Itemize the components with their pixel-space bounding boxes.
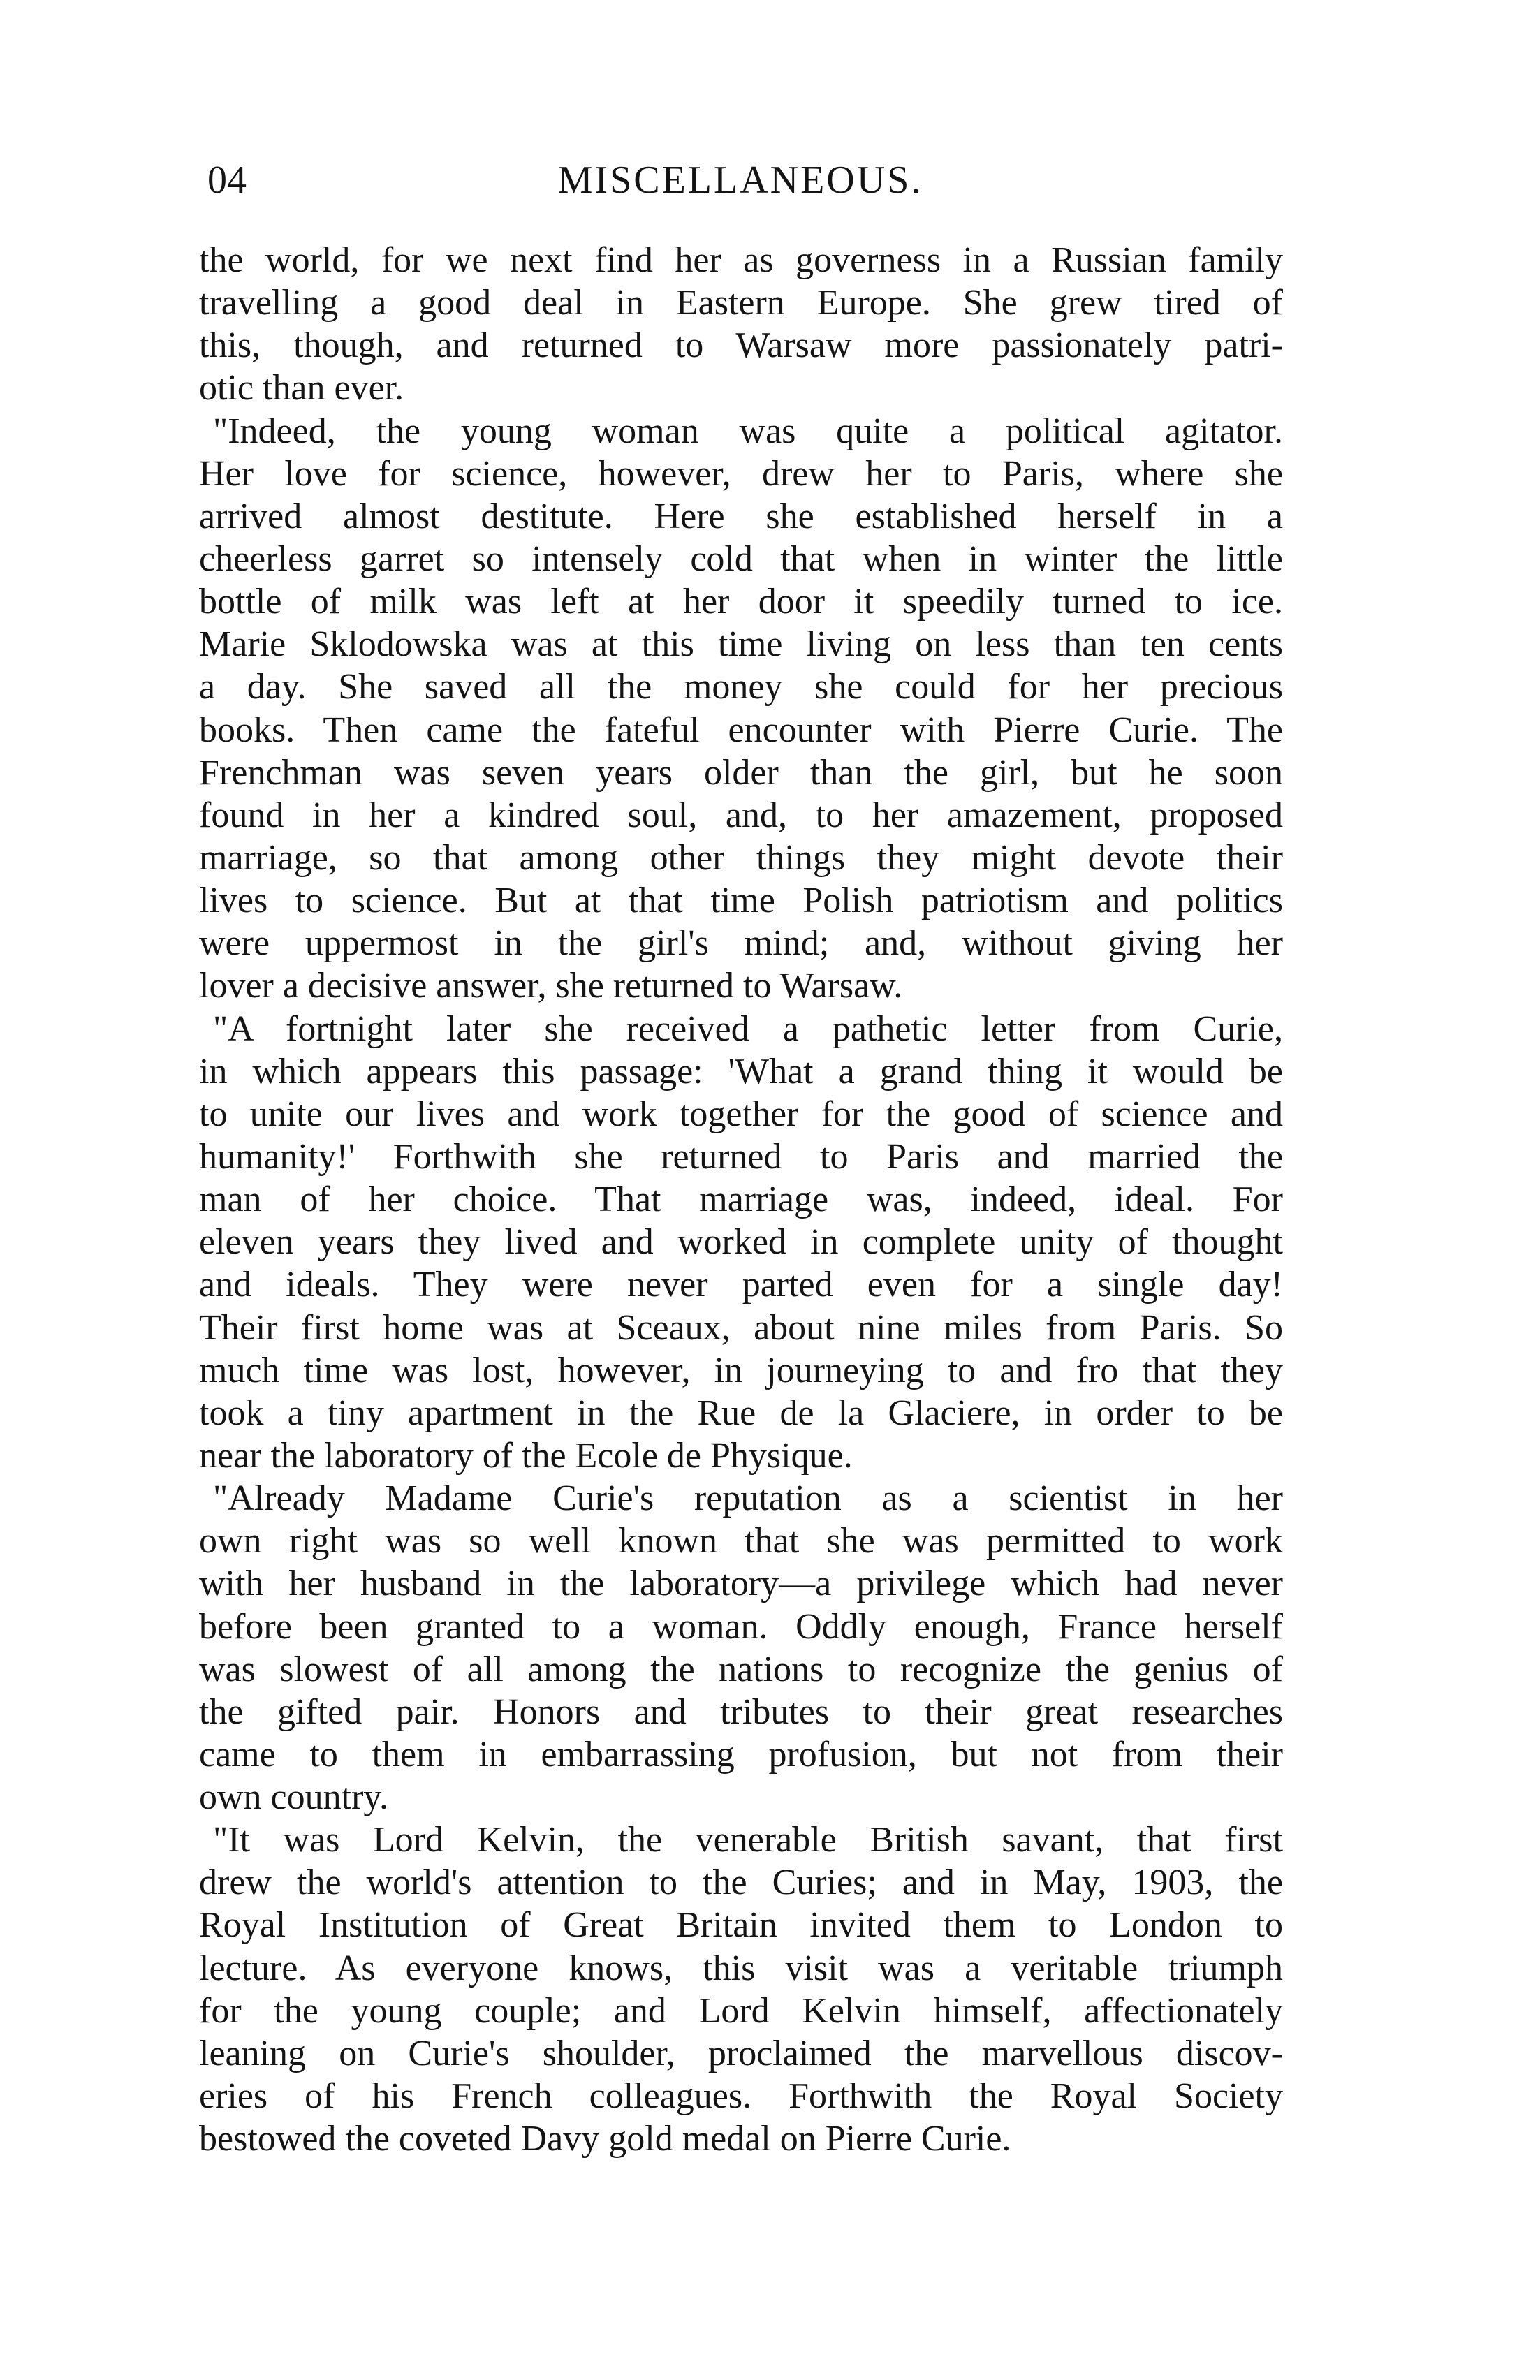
text-line: found in her a kindred soul, and, to her amazement, proposed [199, 795, 1283, 835]
text-line: much time was lost, however, in journeying to and fro that they [199, 1350, 1283, 1390]
text-line: "Already Madame Curie's reputation as a scientist in her [213, 1478, 1283, 1519]
text-line: cheerless garret so intensely cold that when in winter the little [199, 538, 1283, 579]
text-line: marriage, so that among other things they might devote their [199, 837, 1283, 878]
text-line: own right was so well known that she was permitted to work [199, 1521, 1283, 1562]
running-title: MISCELLANEOUS. [557, 159, 923, 202]
text-line: in which appears this passage: 'What a grand thing it would be [199, 1051, 1283, 1092]
body-text [199, 239, 1283, 2160]
text-line: eleven years they lived and worked in complete unity of thought [199, 1222, 1283, 1263]
text-line: bestowed the coveted Davy gold medal on Pierre Curie. [199, 2119, 1011, 2159]
text-line: bottle of milk was left at her door it speedily turned to ice. [199, 582, 1283, 622]
text-line: man of her choice. That marriage was, indeed, ideal. For [199, 1180, 1283, 1220]
text-line: "It was Lord Kelvin, the venerable British savant, that first [213, 1820, 1283, 1860]
text-line: took a tiny apartment in the Rue de la Glaciere, in order to be [199, 1393, 1283, 1433]
text-line: were uppermost in the girl's mind; and, without giving her [199, 923, 1283, 964]
text-line: Royal Institution of Great Britain invited them to London to [199, 1905, 1283, 1946]
text-line: the world, for we next find her as governess in a Russian family [199, 240, 1283, 280]
text-line: this, though, and returned to Warsaw more passionately patri- [199, 325, 1283, 366]
text-line: books. Then came the fateful encounter with Pierre Curie. The [199, 710, 1283, 750]
text-line: Marie Sklodowska was at this time living on less than ten cents [199, 624, 1283, 665]
text-line: otic than ever. [199, 368, 404, 409]
text-line: before been granted to a woman. Oddly enough, France herself [199, 1606, 1283, 1647]
text-line: lover a decisive answer, she returned to Warsaw. [199, 966, 903, 1006]
text-line: lecture. As everyone knows, this visit was a veritable triumph [199, 1948, 1283, 1988]
running-head [199, 152, 1282, 208]
text-line: "A fortnight later she received a pathetic letter from Curie, [213, 1008, 1283, 1049]
text-line: Their first home was at Sceaux, about nine miles from Paris. So [199, 1307, 1283, 1348]
text-line: Frenchman was seven years older than the girl, but he soon [199, 752, 1283, 793]
text-line: to unite our lives and work together for the good of science and [199, 1094, 1283, 1134]
text-line: near the laboratory of the Ecole de Physique. [199, 1435, 853, 1476]
text-line: drew the world's attention to the Curies; and in May, 1903, the [199, 1863, 1283, 1903]
text-line: a day. She saved all the money she could for her precious [199, 667, 1283, 707]
text-line: and ideals. They were never parted even for a single day! [199, 1265, 1283, 1305]
text-line: came to them in embarrassing profusion, but not from their [199, 1734, 1283, 1775]
text-line: own country. [199, 1777, 389, 1818]
text-line: the gifted pair. Honors and tributes to their great researches [199, 1691, 1283, 1732]
page-number: 04 [207, 159, 247, 202]
text-line: Her love for science, however, drew her to Paris, where she [199, 453, 1283, 494]
text-line: with her husband in the laboratory—a privilege which had never [199, 1564, 1283, 1604]
text-line: travelling a good deal in Eastern Europe. She grew tired of [199, 283, 1283, 323]
text-line: eries of his French colleagues. Forthwith the Royal Society [199, 2076, 1283, 2117]
text-line: leaning on Curie's shoulder, proclaimed the marvellous discov- [199, 2033, 1283, 2073]
text-line: "Indeed, the young woman was quite a political agitator. [213, 411, 1283, 451]
text-line: was slowest of all among the nations to recognize the genius of [199, 1649, 1283, 1689]
text-line: arrived almost destitute. Here she established herself in a [199, 496, 1283, 536]
text-line: humanity!' Forthwith she returned to Paris and married the [199, 1136, 1283, 1177]
text-line: lives to science. But at that time Polish patriotism and politics [199, 881, 1283, 921]
text-line: for the young couple; and Lord Kelvin himself, affectionately [199, 1990, 1283, 2031]
